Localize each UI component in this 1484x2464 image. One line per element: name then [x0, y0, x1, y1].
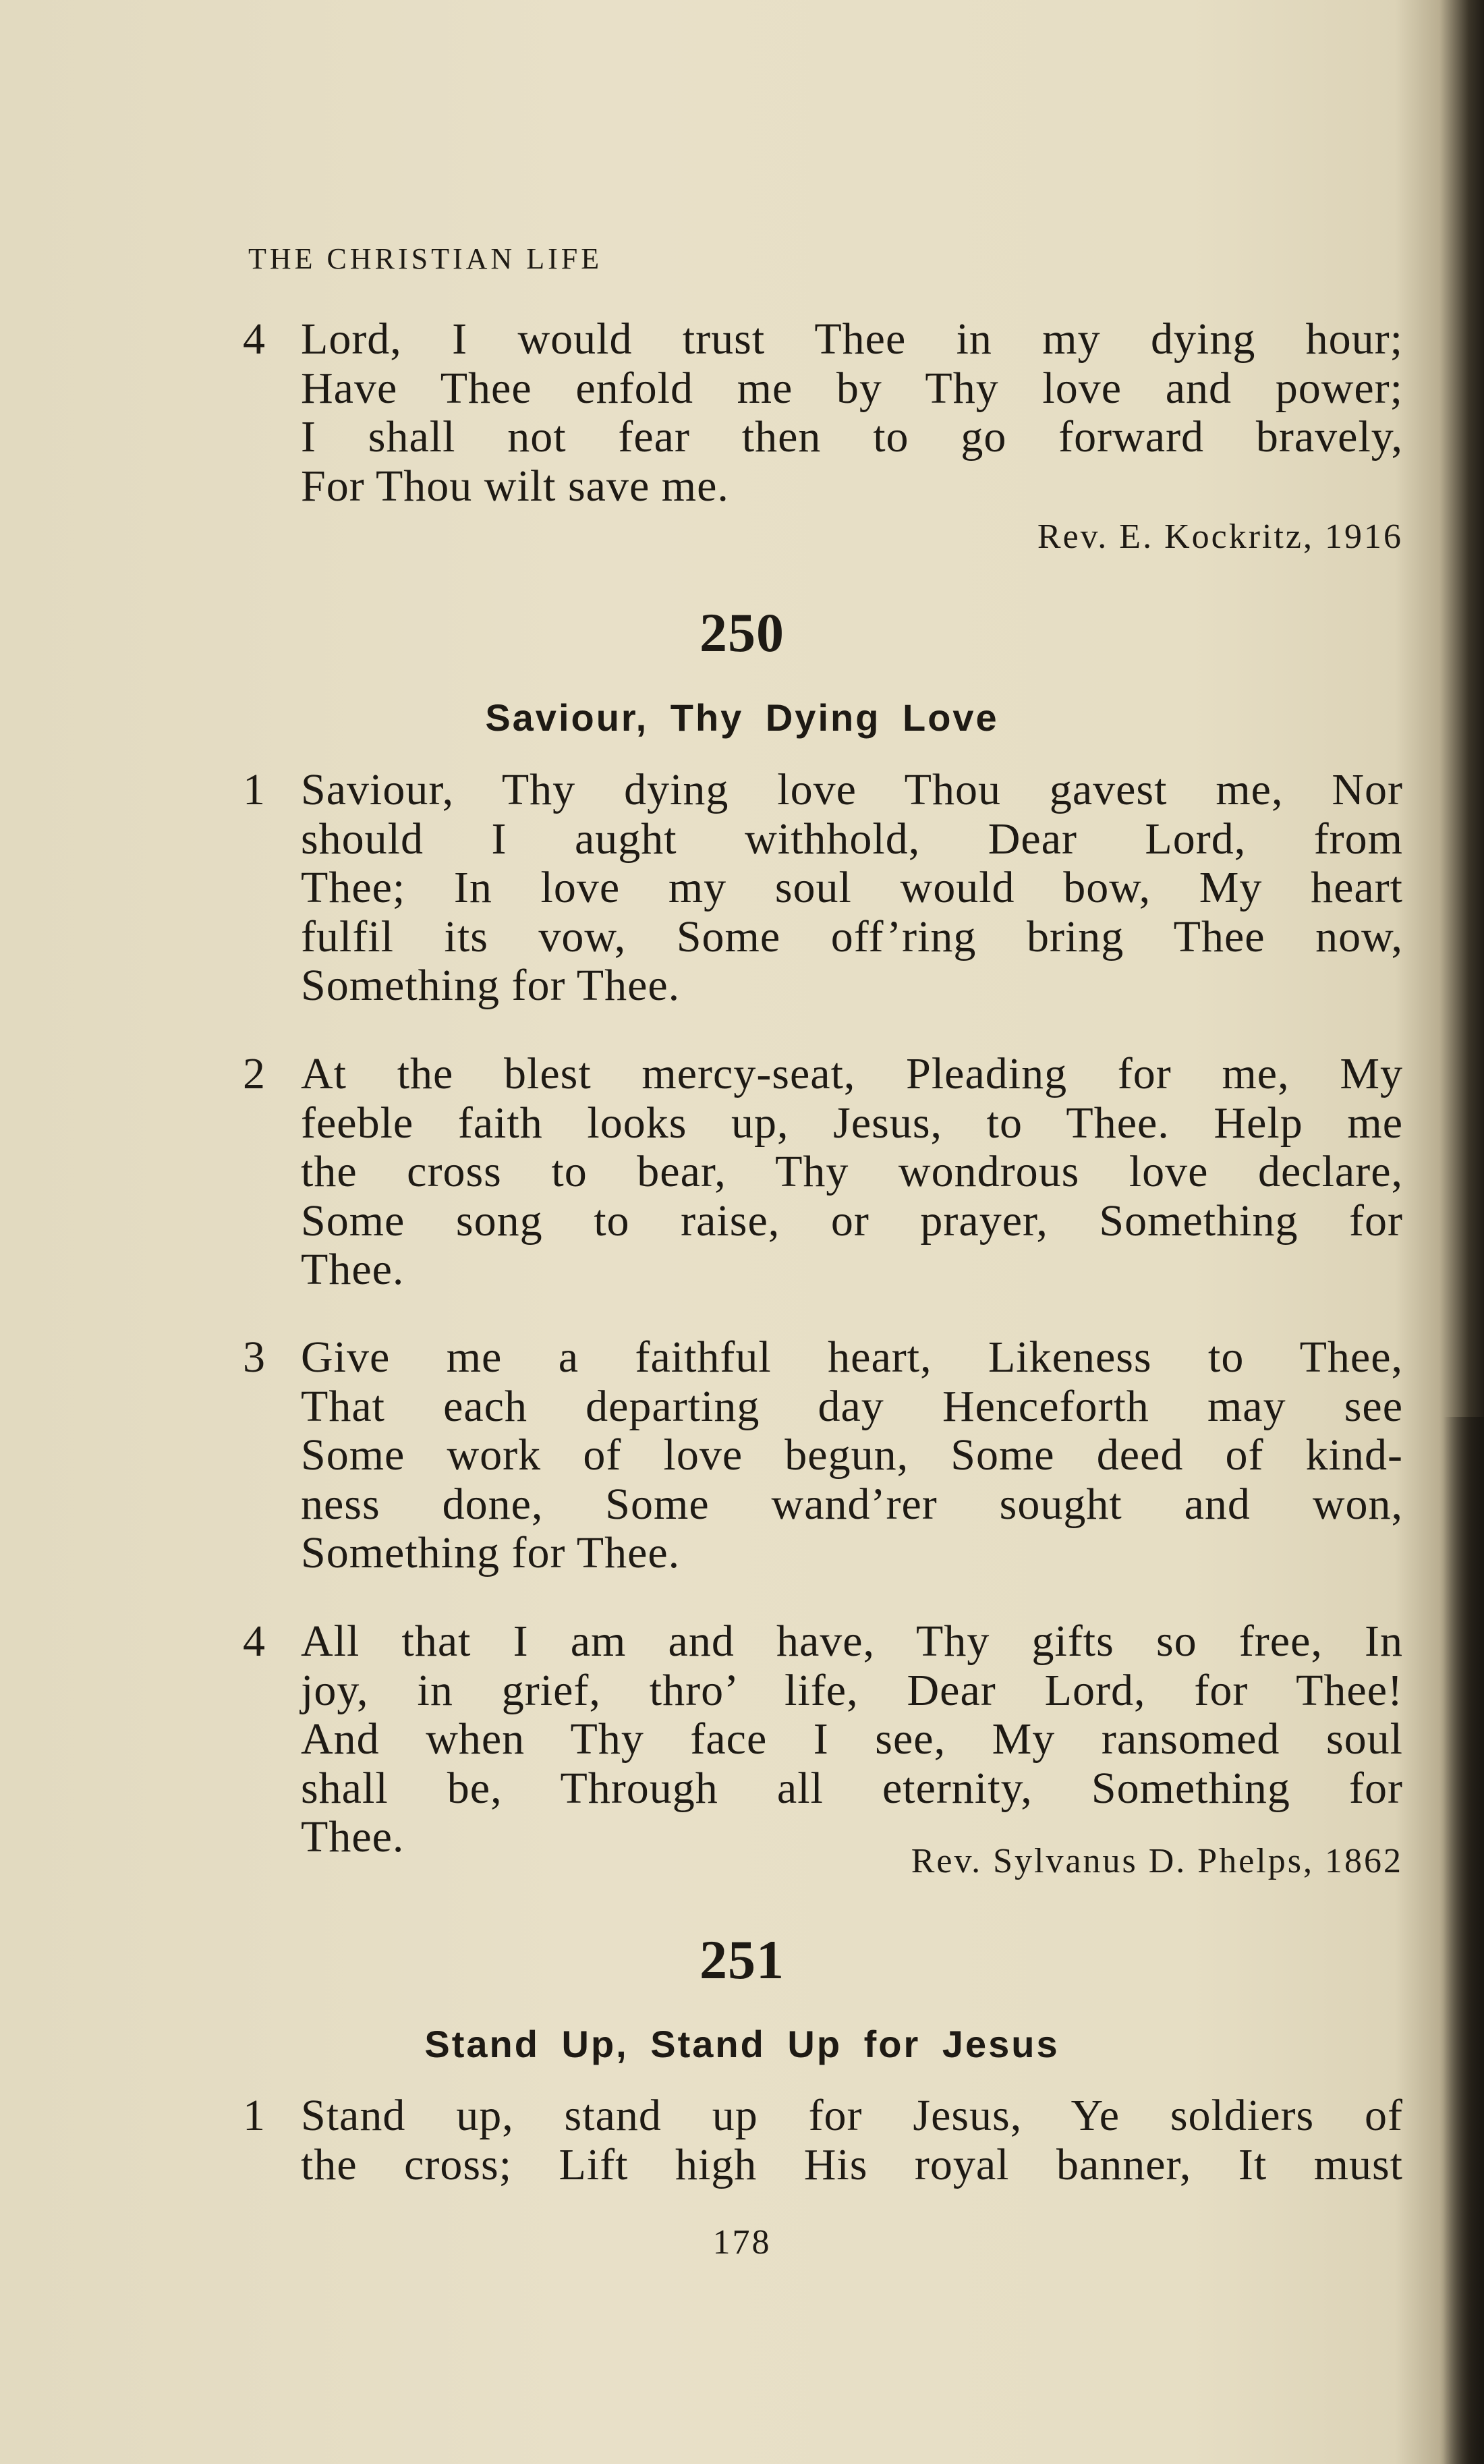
stanza-line: Stand up, stand up for Jesus, Ye soldiers of	[301, 2091, 1403, 2140]
stanza-line: Some work of love begun, Some deed of kind-	[301, 1430, 1403, 1480]
stanza-number: 1	[243, 765, 266, 814]
stanza-number: 1	[243, 2091, 266, 2140]
stanza-line: Thee.	[301, 1812, 405, 1861]
hymn-250-stanza-1	[243, 766, 1403, 1011]
hymn-250-stanza-3	[243, 1333, 1403, 1578]
stanza-line: shall be, Through all eternity, Something for	[301, 1763, 1403, 1813]
stanza-line: And when Thy face I see, My ransomed soul	[301, 1714, 1403, 1764]
prev-hymn-attribution: Rev. E. Kockritz, 1916	[1037, 517, 1403, 556]
stanza-number: 3	[243, 1333, 266, 1382]
stanza-line: Saviour, Thy dying love Thou gavest me, Nor	[301, 765, 1403, 814]
stanza-line: feeble faith looks up, Jesus, to Thee. Help me	[301, 1098, 1403, 1148]
stanza-lines	[301, 1617, 1403, 1862]
stanza-line: Thee; In love my soul would bow, My heart	[301, 863, 1403, 912]
hymn-250-stanza-4	[243, 1617, 1403, 1862]
stanza-line: Have Thee enfold me by Thy love and power;	[301, 363, 1403, 413]
stanza-line: For Thou wilt save me.	[301, 461, 729, 511]
stanza-lines	[301, 2092, 1403, 2189]
stanza-line: Give me a faithful heart, Likeness to Thee,	[301, 1333, 1403, 1382]
page-number: 178	[712, 2223, 772, 2262]
stanza-line: the cross to bear, Thy wondrous love declare,	[301, 1147, 1403, 1196]
stanza-line: That each departing day Henceforth may see	[301, 1381, 1403, 1431]
running-head: THE CHRISTIAN LIFE	[248, 242, 603, 275]
hymn-250-stanza-2	[243, 1050, 1403, 1295]
stanza-line: should I aught withhold, Dear Lord, from	[301, 814, 1403, 864]
stanza-line: fulfil its vow, Some off’ring bring Thee now,	[301, 912, 1403, 961]
stanza-line: Lord, I would trust Thee in my dying hour;	[301, 314, 1403, 364]
stanza-number: 4	[243, 1617, 266, 1666]
stanza-lines	[301, 1050, 1403, 1295]
stanza-lines	[301, 315, 1403, 511]
stanza-line: At the blest mercy-seat, Pleading for me, My	[301, 1049, 1403, 1098]
prev-hymn-stanza-4	[243, 315, 1403, 511]
hymn-title-250: Saviour, Thy Dying Love	[485, 696, 999, 739]
stanza-line: All that I am and have, Thy gifts so free, In	[301, 1617, 1403, 1666]
stanza-line: the cross; Lift high His royal banner, It must	[301, 2139, 1403, 2189]
stanza-line: Something for Thee.	[301, 961, 681, 1010]
stanza-line: Thee.	[301, 1245, 405, 1294]
stanza-line: Some song to raise, or prayer, Something for	[301, 1196, 1403, 1245]
hymn-251-stanza-1	[243, 2092, 1403, 2189]
stanza-number: 4	[243, 314, 266, 364]
hymn-250-attribution: Rev. Sylvanus D. Phelps, 1862	[911, 1842, 1403, 1880]
stanza-number: 2	[243, 1049, 266, 1098]
hymn-number-251: 251	[700, 1929, 784, 1990]
hymn-number-250: 250	[700, 602, 784, 663]
stanza-lines	[301, 766, 1403, 1011]
hymn-title-251: Stand Up, Stand Up for Jesus	[424, 2023, 1060, 2065]
stanza-lines	[301, 1333, 1403, 1578]
stanza-line: I shall not fear then to go forward bravely,	[301, 412, 1403, 461]
stanza-line: joy, in grief, thro’ life, Dear Lord, for Thee!	[301, 1665, 1403, 1715]
stanza-line: Something for Thee.	[301, 1528, 681, 1577]
stanza-line: ness done, Some wand’rer sought and won,	[301, 1479, 1403, 1529]
